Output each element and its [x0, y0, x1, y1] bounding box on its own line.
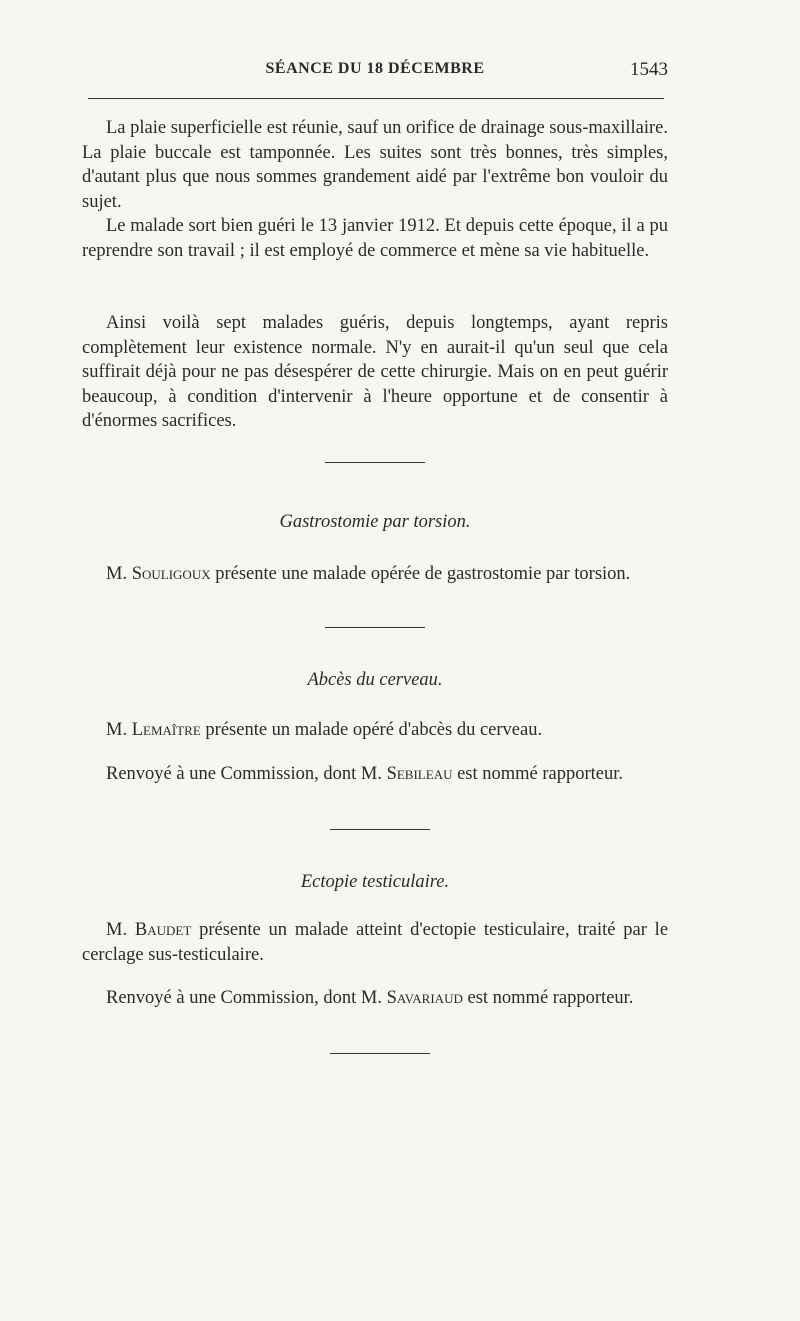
section-body-ectopie-referral	[82, 986, 668, 1011]
author-name: Lemaître	[131, 720, 201, 740]
running-head: SÉANCE DU 18 DÉCEMBRE	[265, 60, 485, 77]
section-body-abces	[82, 718, 668, 743]
section-body-gastrostomie	[82, 562, 668, 587]
paragraph-text: présente un malade opéré d'abcès du cerveau.	[205, 720, 543, 740]
paragraph-wound: La plaie superficielle est réunie, sauf un orifice de drainage sous-maxillaire. La plaie buccale est tamponnée. Les suites sont très bonnes, très simples, d'autant plus que nous sommes grandement aidé par l'extrême bon vouloir du sujet.	[82, 118, 668, 212]
honorific: M.	[106, 720, 128, 740]
page-header	[82, 60, 668, 88]
section-body-abces-referral	[82, 762, 668, 787]
honorific: M.	[106, 564, 128, 584]
referral-text: Renvoyé à une Commission, dont M.	[106, 764, 382, 784]
paragraph-text: présente une malade opérée de gastrostomie par torsion.	[215, 564, 631, 584]
paragraph-referral-sebileau	[82, 762, 668, 787]
referral-text: Renvoyé à une Commission, dont M.	[106, 988, 382, 1008]
paragraph-text: présente un malade atteint d'ectopie testiculaire, traité par le cerclage sus-testiculaire.	[82, 920, 669, 965]
section-title-ectopie: Ectopie testiculaire.	[300, 872, 450, 892]
paragraph-souligoux	[82, 562, 668, 587]
paragraph-baudet	[82, 918, 668, 967]
section-title-abces: Abcès du cerveau.	[307, 670, 443, 690]
section-divider	[330, 829, 430, 830]
paragraph-referral-savariaud	[82, 986, 668, 1011]
reporter-name: Sebileau	[386, 764, 453, 784]
section-title-gastrostomie: Gastrostomie par torsion.	[279, 512, 471, 532]
reporter-name: Savariaud	[386, 988, 463, 1008]
section-divider	[325, 627, 425, 628]
section-divider	[330, 1053, 430, 1054]
author-name: Baudet	[134, 920, 192, 940]
paragraph-lemaitre	[82, 718, 668, 743]
header-rule	[88, 98, 664, 99]
referral-text: est nommé rapporteur.	[457, 764, 624, 784]
section-divider	[325, 462, 425, 463]
honorific: M.	[106, 920, 128, 940]
page-number: 1543	[630, 59, 668, 80]
section-body-ectopie	[82, 918, 668, 967]
referral-text: est nommé rapporteur.	[467, 988, 634, 1008]
author-name: Souligoux	[131, 564, 211, 584]
paragraph-conclusion: Ainsi voilà sept malades guéris, depuis longtemps, ayant repris complètement leur existence normale. N'y en aurait-il qu'un seul que cela suffirait déjà pour ne pas désespérer de cette chirurgie. Mais on en peut guérir beaucoup, à condition d'intervenir à l'heure opportune et de consentir à d'énormes sacrifices.	[82, 313, 668, 431]
paragraph-discharge: Le malade sort bien guéri le 13 janvier 1912. Et depuis cette époque, il a pu reprendre son travail ; il est employé de commerce et mène sa vie habituelle.	[82, 216, 668, 261]
conclusion-text	[82, 311, 668, 434]
intro-text	[82, 116, 668, 263]
